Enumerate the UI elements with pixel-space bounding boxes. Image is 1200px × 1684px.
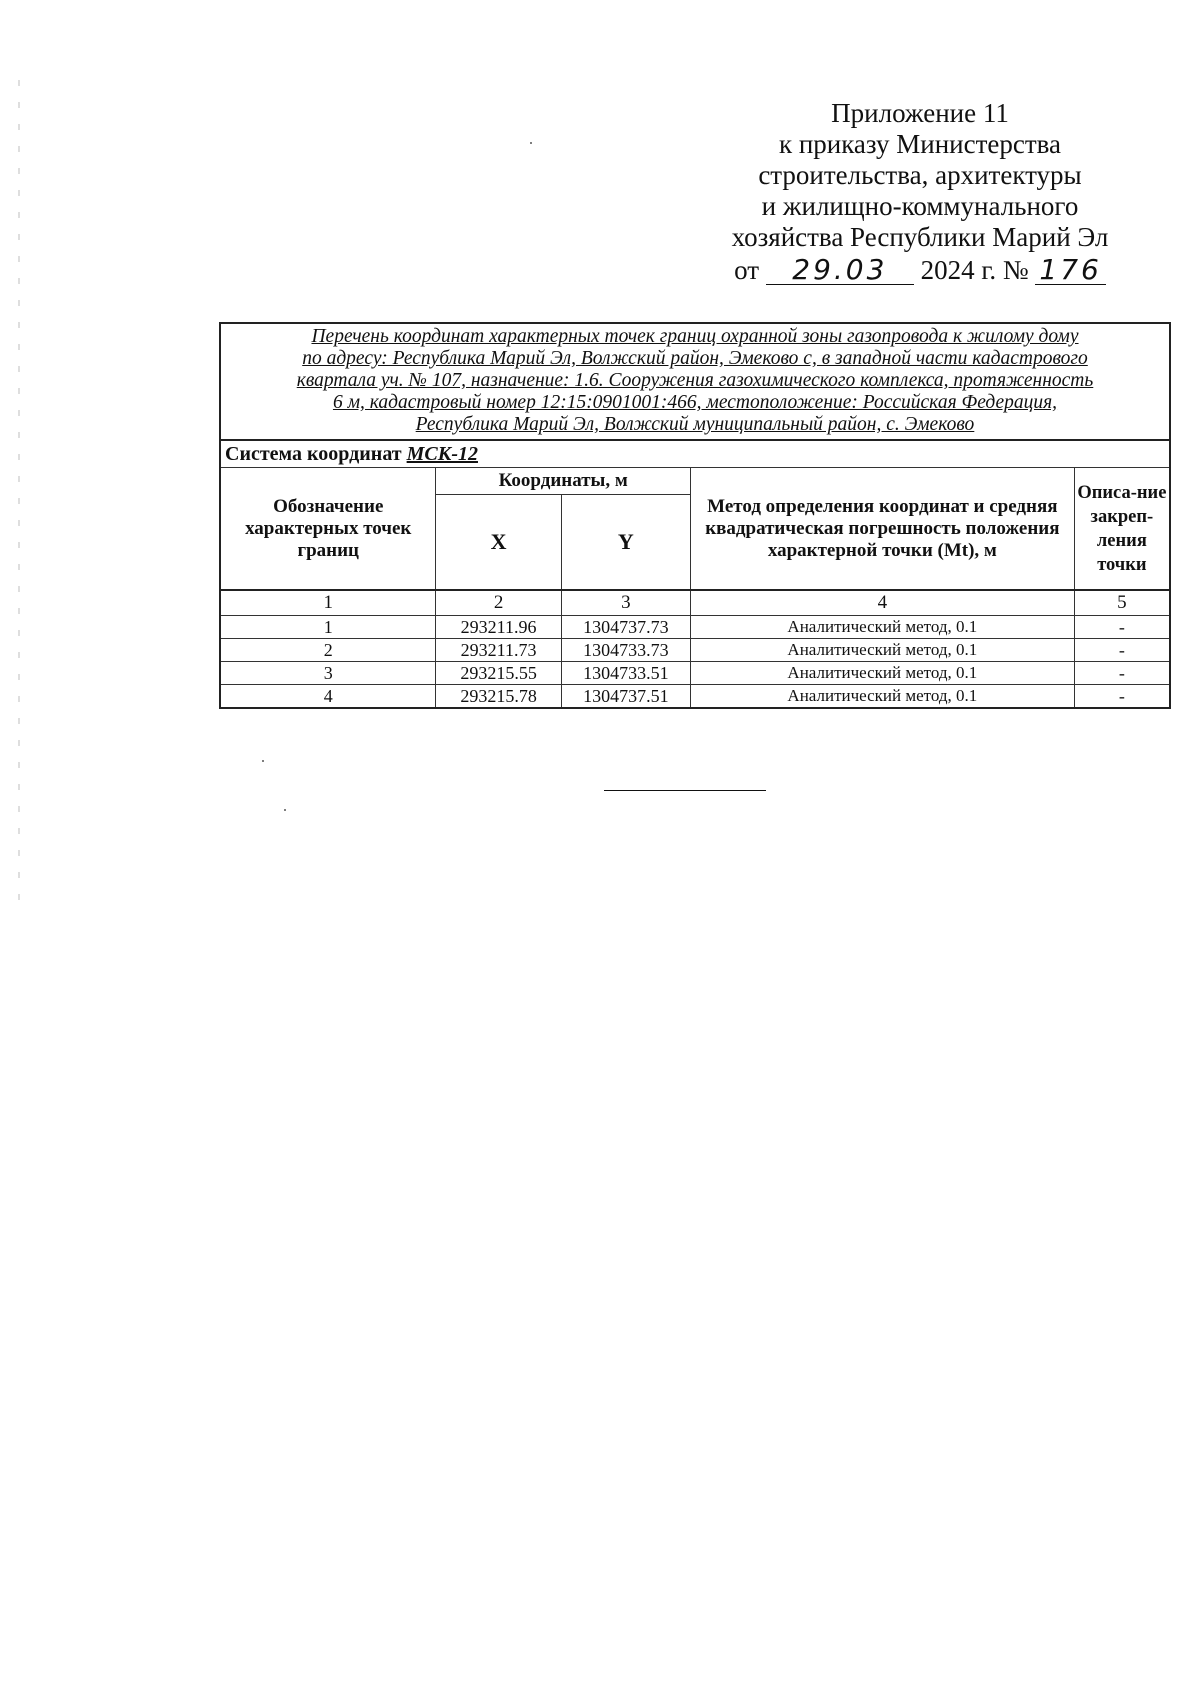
scan-speck (262, 760, 264, 762)
header-line: хозяйства Республики Марий Эл (731, 222, 1109, 252)
header-coordinates: Координаты, м (436, 468, 691, 495)
header-method: Метод определения координат и средняя квадратическая погрешность положения характерной точки (Mt), м (690, 468, 1074, 591)
coordinate-system-label: Система координат (225, 442, 402, 465)
point-id: 1 (220, 616, 436, 639)
column-number: 4 (690, 590, 1074, 616)
y-value: 1304733.51 (561, 662, 690, 685)
description-value: - (1074, 639, 1170, 662)
handwritten-order-number: 176 (1035, 256, 1105, 285)
method-value: Аналитический метод, 0.1 (690, 616, 1074, 639)
order-date-line (700, 255, 1140, 286)
handwritten-date: 29.03 (766, 256, 914, 285)
date-prefix: от (734, 255, 760, 285)
header-line: Приложение 11 (831, 98, 1009, 128)
header-description: Описа-ние закреп-ления точки (1074, 468, 1170, 591)
method-value: Аналитический метод, 0.1 (690, 662, 1074, 685)
caption-line: квартала уч. № 107, назначение: 1.6. Сооружения газохимического комплекса, протяженность (296, 370, 1094, 391)
appendix-header (700, 98, 1140, 286)
table-row (220, 662, 1170, 685)
header-line: к приказу Министерства (778, 129, 1062, 159)
x-value: 293211.73 (436, 639, 561, 662)
column-number: 2 (436, 590, 561, 616)
table-caption (220, 323, 1170, 440)
point-id: 2 (220, 639, 436, 662)
point-id: 4 (220, 685, 436, 709)
y-value: 1304737.51 (561, 685, 690, 709)
caption-line: 6 м, кадастровый номер 12:15:0901001:466, местоположение: Российская Федерация, (332, 392, 1058, 413)
coordinate-system-value: МСК-12 (406, 442, 478, 465)
year-text: 2024 г. № (920, 255, 1029, 285)
x-value: 293215.55 (436, 662, 561, 685)
coordinate-system-row (220, 440, 1170, 468)
caption-line: Перечень координат характерных точек границ охранной зоны газопровода к жилому дому (311, 326, 1079, 347)
description-value: - (1074, 662, 1170, 685)
column-number: 3 (561, 590, 690, 616)
header-x: X (436, 495, 561, 591)
description-value: - (1074, 616, 1170, 639)
column-number-row (220, 590, 1170, 616)
table-row (220, 616, 1170, 639)
table-row (220, 639, 1170, 662)
header-y: Y (561, 495, 690, 591)
scan-speck (284, 809, 286, 811)
column-number: 5 (1074, 590, 1170, 616)
header-line: и жилищно-коммунального (761, 191, 1079, 221)
method-value: Аналитический метод, 0.1 (690, 685, 1074, 709)
x-value: 293211.96 (436, 616, 561, 639)
caption-line: по адресу: Республика Марий Эл, Волжский район, Эмеково с, в западной части кадастрового (302, 348, 1088, 369)
header-points: Обозначение характерных точек границ (220, 468, 436, 591)
table-row (220, 685, 1170, 709)
coordinates-table (219, 322, 1171, 709)
scan-speck (530, 142, 532, 144)
y-value: 1304737.73 (561, 616, 690, 639)
description-value: - (1074, 685, 1170, 709)
y-value: 1304733.73 (561, 639, 690, 662)
scan-edge-artifact (18, 80, 20, 900)
caption-line: Республика Марий Эл, Волжский муниципальный район, с. Эмеково (415, 414, 975, 435)
x-value: 293215.78 (436, 685, 561, 709)
header-line: строительства, архитектуры (758, 160, 1082, 190)
column-number: 1 (220, 590, 436, 616)
end-divider (604, 790, 766, 791)
method-value: Аналитический метод, 0.1 (690, 639, 1074, 662)
point-id: 3 (220, 662, 436, 685)
